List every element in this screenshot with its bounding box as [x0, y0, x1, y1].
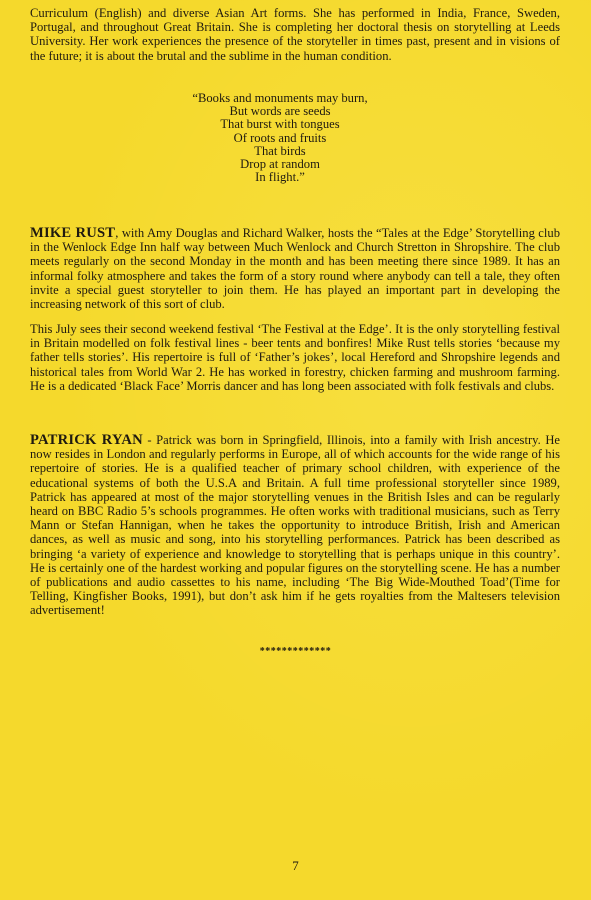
- mike-rust-bio: [30, 226, 560, 311]
- poem-line: But words are seeds: [229, 104, 331, 119]
- mike-rust-bio-text: , with Amy Douglas and Richard Walker, hosts the “Tales at the Edge’ Storytelling club in the Wenlock Edge Inn half way between Much Wenlock and Church Stretton in Shropshire. The club meets regularly on the second Monday in the month and has been meeting there since 1989. It has an informal folky atmosphere and takes the form of a story round where anybody can tell a tale, they often invite a special guest storyteller to join them. He has played an important part in developing the increasing network of this sort of club.: [30, 226, 560, 312]
- poem-line: “Books and monuments may burn,: [192, 91, 368, 105]
- intro-paragraph: Curriculum (English) and diverse Asian Art forms. She has performed in India, France, Sweden, Portugal, and throughout Great Britain. She is completing her doctoral thesis on storytelling at Leeds University. Her work experiences the presence of the storyteller in times past, present and in visions of the future; it is about the brutal and the sublime in the human condition.: [30, 6, 560, 63]
- poem-quote: [150, 92, 410, 184]
- poem-line: Of roots and fruits: [233, 130, 327, 145]
- poem-line: Drop at random: [240, 157, 320, 172]
- patrick-ryan-bio-text: - Patrick was born in Springfield, Illinois, into a family with Irish ancestry. He now resides in London and regularly performs in Europe, all of which accounts for the wide range of his repertoire of stories. He is a qualified teacher of primary school children, with experience of the educational systems of both the U.S.A and Britain. A full time professional storyteller since 1989, Patrick has appeared at most of the major storytelling venues in the British Isles and can be regularly heard on BBC Radio 5’s schools programmes. He often works with traditional musicians, such as Terry Mann or Stefan Hannigan, when he takes the opportunity to introduce British, Irish and American dances, as well as music and song, into his storytelling performances. Patrick has been described as bringing ‘a variety of experience and knowledge to storytelling that is perhaps unique in this country’. He is certainly one of the hardest working and popular figures on the storytelling scene. He has a number of publications and audio cassettes to his name, including ‘The Big Wide-Mouthed Toad’(Time for Telling, Kingfisher Books, 1991), but don’t ask him if he gets royalties from the Maltesers television advertisement!: [30, 433, 561, 618]
- patrick-ryan-bio: [30, 433, 560, 618]
- patrick-ryan-name: PATRICK RYAN: [30, 432, 143, 448]
- poem-line: That birds: [254, 143, 306, 158]
- mike-rust-name: MIKE RUST: [30, 225, 116, 241]
- page-number: 7: [292, 858, 299, 873]
- mike-rust-festival: This July sees their second weekend festival ‘The Festival at the Edge’. It is the only storytelling festival in Britain modelled on folk festival lines - beer tents and bonfires! Mike Rust tells stories ‘because my father tells stories’. His repertoire is full of ‘Father’s jokes’, local Hereford and Shropshire legends and historical tales from World War 2. He has worked in forestry, chicken farming and mushroom farming. He is a dedicated ‘Black Face’ Morris dancer and has long been associated with folk festivals and clubs.: [30, 322, 560, 393]
- section-separator: *************: [259, 646, 332, 657]
- poem-line: That burst with tongues: [220, 117, 340, 132]
- poem-line: In flight.”: [255, 170, 305, 185]
